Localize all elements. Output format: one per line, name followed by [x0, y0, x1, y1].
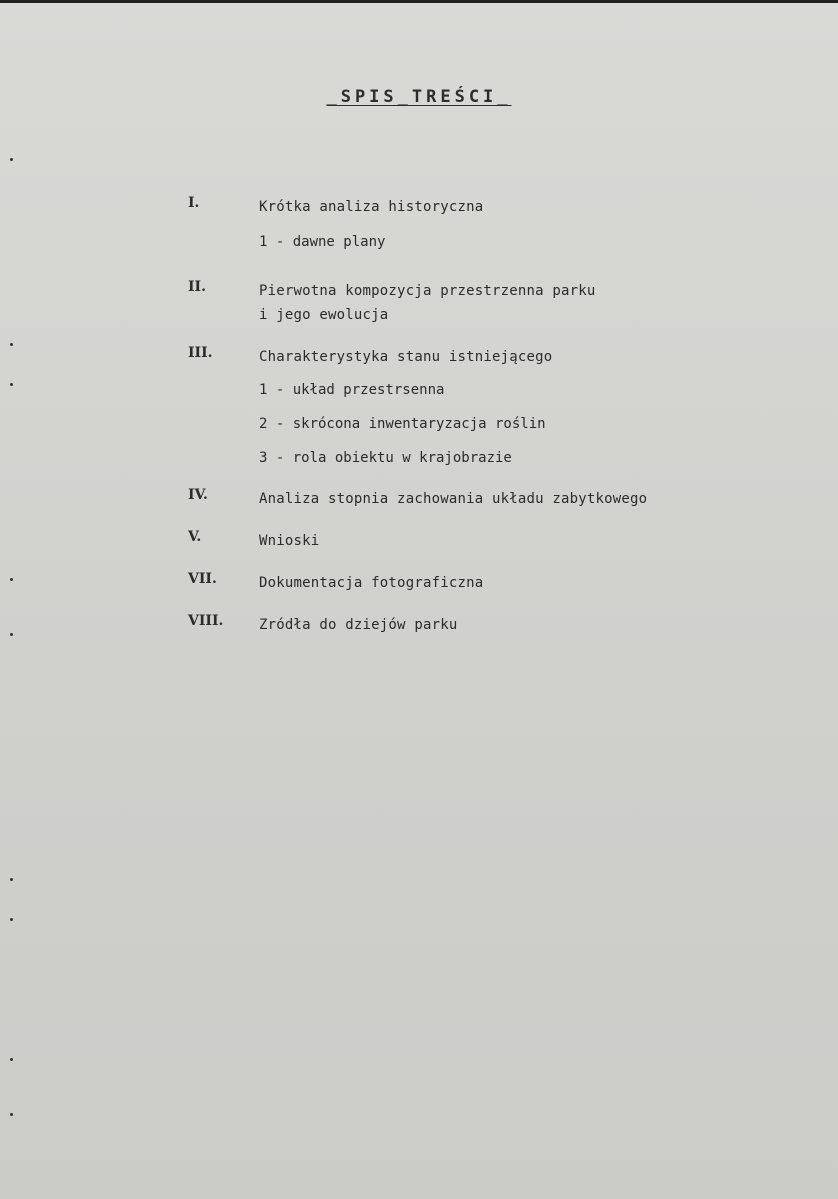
entry-number: VIII.	[188, 613, 224, 629]
entry-title: Analiza stopnia zachowania układu zabytkowego	[259, 491, 648, 507]
margin-speck	[10, 578, 13, 581]
entry-title: Zródła do dziejów parku	[259, 617, 458, 633]
title-text: _SPIS_TREŚCI_	[326, 87, 512, 107]
toc-entry-2	[188, 279, 788, 327]
toc-entry-7	[188, 571, 788, 595]
toc-entry-5	[188, 529, 788, 553]
margin-speck	[10, 878, 13, 881]
entry-title: Charakterystyka stanu istniejącego	[259, 349, 553, 365]
margin-speck	[10, 1113, 13, 1116]
entry-number: III.	[188, 345, 213, 361]
entry-number: IV.	[188, 487, 208, 503]
entry-number: I.	[188, 195, 200, 211]
entry-subitem: 1 - układ przestrsenna	[259, 382, 445, 398]
entry-subitem: 2 - skrócona inwentaryzacja roślin	[259, 416, 546, 432]
toc-entry-8	[188, 613, 788, 637]
entry-number: II.	[188, 279, 206, 295]
margin-speck	[10, 1058, 13, 1061]
toc-entry-1	[188, 195, 788, 259]
entry-number: VII.	[188, 571, 217, 587]
margin-speck	[10, 383, 13, 386]
entry-title: Pierwotna kompozycja przestrzenna parku i jego ewolucja	[259, 283, 596, 323]
toc-entry-4	[188, 487, 788, 511]
entry-title: Krótka analiza historyczna	[259, 199, 484, 215]
margin-speck	[10, 343, 13, 346]
margin-speck	[10, 918, 13, 921]
entry-number: V.	[188, 529, 202, 545]
table-of-contents	[188, 195, 788, 637]
entry-subitem: 1 - dawne plany	[259, 234, 386, 250]
entry-title: Dokumentacja fotograficzna	[259, 575, 484, 591]
entry-subitem: 3 - rola obiektu w krajobrazie	[259, 450, 512, 466]
margin-speck	[10, 158, 13, 161]
margin-speck	[10, 633, 13, 636]
page-title	[0, 87, 838, 107]
toc-entry-3	[188, 345, 788, 475]
entry-title: Wnioski	[259, 533, 320, 549]
